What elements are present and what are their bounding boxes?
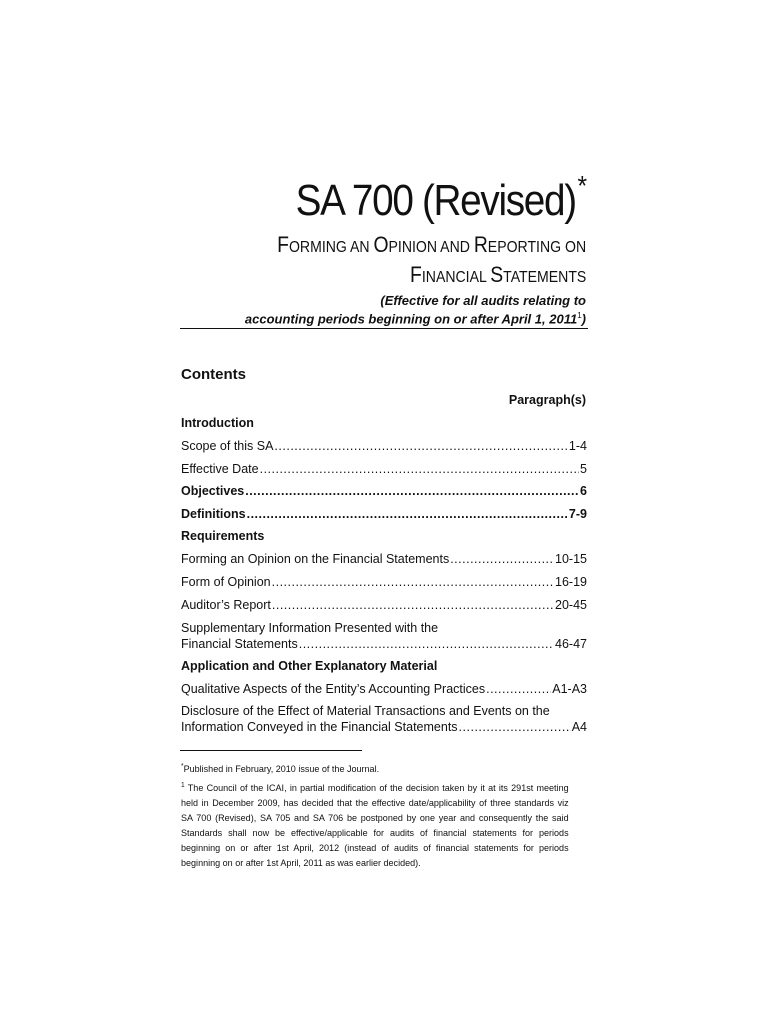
toc-entry-label: Objectives xyxy=(181,484,245,498)
toc-entry-paragraphs: A4 xyxy=(571,720,587,734)
leader-dots xyxy=(245,483,579,499)
leader-dots xyxy=(260,461,579,477)
toc-entry-qualitative-aspects[interactable] xyxy=(181,681,587,697)
toc-entry-form-of-opinion[interactable] xyxy=(181,574,587,590)
title-footnote-mark: * xyxy=(577,170,586,201)
leader-dots xyxy=(299,636,554,652)
toc-entry-objectives[interactable] xyxy=(181,483,587,499)
toc-entry-label: Form of Opinion xyxy=(181,575,271,589)
toc-entry-supplementary-line-1[interactable]: Supplementary Information Presented with the xyxy=(181,621,439,635)
subtitle-cap: O xyxy=(373,232,389,257)
leader-dots xyxy=(272,597,554,613)
leader-dots xyxy=(274,438,568,454)
header-divider xyxy=(180,328,588,329)
effective-footnote-ref[interactable]: 1 xyxy=(577,311,582,320)
toc-entry-definitions[interactable] xyxy=(181,506,587,522)
toc-entry-label: Forming an Opinion on the Financial Statements xyxy=(181,552,450,566)
section-requirements: Requirements xyxy=(181,529,265,543)
section-application: Application and Other Explanatory Material xyxy=(181,659,438,673)
leader-dots xyxy=(486,681,551,697)
toc-entry-paragraphs: 16-19 xyxy=(555,575,587,589)
leader-dots xyxy=(459,719,571,735)
effective-note-text: accounting periods beginning on or after April 1, 2011 xyxy=(244,311,578,327)
toc-entry-label: Scope of this SA xyxy=(181,439,274,453)
subtitle-cap: R xyxy=(473,232,488,257)
footnote-mark: 1 xyxy=(181,782,185,789)
subtitle-smallcaps: TATEMENTS xyxy=(502,269,586,286)
subtitle-cap: S xyxy=(489,262,503,287)
leader-dots xyxy=(247,506,568,522)
toc-entry-label: Qualitative Aspects of the Entity’s Accounting Practices xyxy=(181,682,486,696)
footnote-council-decision xyxy=(181,778,569,871)
footnote-text: The Council of the ICAI, in partial modification of the decision taken by it at its 291st meeting held in December 2009, has decided that the effective date/applicability of three standards viz SA 700 (Revised), SA 705 and SA 706 be postponed by one year and consequently the said Standards shall now be effective/applicable for audits of financial statements for periods beginning on or after 1st April, 2012 (instead of audits of financial statements for periods beginning on or after 1st April, 2011 as was earlier decided). xyxy=(181,783,569,870)
toc-entry-label: Definitions xyxy=(181,507,246,521)
toc-entry-auditors-report[interactable] xyxy=(181,597,587,613)
toc-entry-forming-opinion[interactable] xyxy=(181,551,587,567)
toc-entry-paragraphs: 46-47 xyxy=(555,637,587,651)
toc-entry-label: Auditor’s Report xyxy=(181,598,271,612)
toc-entry-label: Financial Statements xyxy=(181,637,298,651)
effective-note-line-2 xyxy=(245,311,586,326)
document-title xyxy=(296,172,586,223)
subtitle-line-1 xyxy=(277,234,586,256)
subtitle-cap: F xyxy=(277,232,289,257)
section-introduction: Introduction xyxy=(181,416,254,430)
toc-entry-paragraphs: 20-45 xyxy=(555,598,587,612)
toc-entry-paragraphs: 1-4 xyxy=(568,439,587,453)
toc-entry-paragraphs: 5 xyxy=(580,462,587,476)
toc-entry-disclosure-line-1[interactable]: Disclosure of the Effect of Material Transactions and Events on the xyxy=(181,704,550,718)
toc-entry-label: Information Conveyed in the Financial Statements xyxy=(181,720,458,734)
subtitle-smallcaps: EPORTING ON xyxy=(487,239,586,256)
leader-dots xyxy=(272,574,554,590)
footnote-text: Published in February, 2010 issue of the Journal. xyxy=(183,764,380,776)
contents-heading: Contents xyxy=(181,366,246,383)
toc-entry-paragraphs: 6 xyxy=(580,484,587,498)
title-text: SA 700 (Revised) xyxy=(295,176,576,225)
subtitle-smallcaps: PINION AND xyxy=(388,239,474,256)
toc-entry-effective-date[interactable] xyxy=(181,461,587,477)
leader-dots xyxy=(450,551,554,567)
toc-entry-paragraphs: 10-15 xyxy=(555,552,587,566)
subtitle-smallcaps: ORMING AN xyxy=(288,239,374,256)
toc-entry-disclosure[interactable] xyxy=(181,719,587,735)
toc-entry-paragraphs: A1-A3 xyxy=(552,682,587,696)
effective-note-close: ) xyxy=(581,311,586,327)
toc-entry-label: Effective Date xyxy=(181,462,259,476)
toc-entry-paragraphs: 7-9 xyxy=(568,507,587,521)
subtitle-line-2 xyxy=(410,264,586,286)
toc-entry-supplementary[interactable] xyxy=(181,636,587,652)
footnote-mark: * xyxy=(181,763,184,770)
effective-note-line-1: (Effective for all audits relating to xyxy=(380,293,586,308)
subtitle-smallcaps: INANCIAL xyxy=(421,269,490,286)
toc-entry-scope[interactable] xyxy=(181,438,587,454)
subtitle-cap: F xyxy=(409,262,422,287)
footnote-published xyxy=(181,759,569,777)
paragraphs-column-header: Paragraph(s) xyxy=(508,393,586,407)
footnote-divider xyxy=(180,750,362,751)
